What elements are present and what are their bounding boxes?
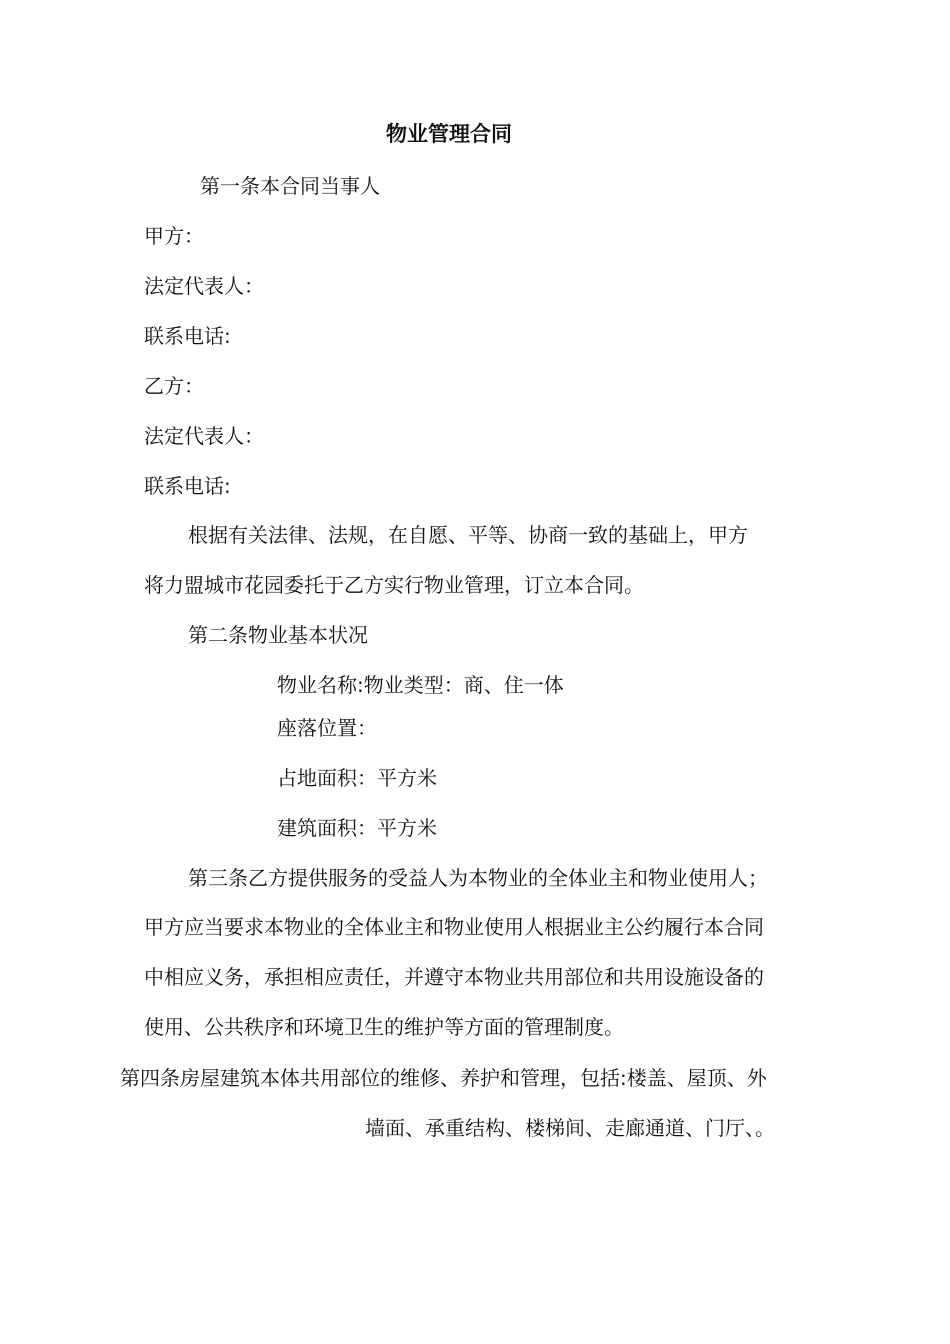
- article4-line-2: 墙面、承重结构、楼梯间、走廊通道、门厅、。: [365, 1116, 775, 1140]
- article1-heading: 第一条本合同当事人: [200, 174, 380, 198]
- party-b-label: 乙方：: [144, 374, 204, 398]
- article3-line-3: 中相应义务，承担相应责任，并遵守本物业共用部位和共用设施设备的: [144, 965, 764, 989]
- intro-paragraph-line-2: 将力盟城市花园委托于乙方实行物业管理，订立本合同。: [144, 573, 644, 597]
- party-a-phone-label: 联系电话:: [144, 324, 231, 348]
- property-name-type: 物业名称:物业类型：商、住一体: [277, 673, 564, 697]
- party-a-representative-label: 法定代表人：: [144, 274, 264, 298]
- property-land-area: 占地面积：平方米: [277, 766, 437, 790]
- intro-paragraph-line-1: 根据有关法律、法规，在自愿、平等、协商一致的基础上，甲方: [188, 523, 748, 547]
- party-b-phone-label: 联系电话:: [144, 474, 231, 498]
- party-b-representative-label: 法定代表人：: [144, 424, 264, 448]
- article3-line-2: 甲方应当要求本物业的全体业主和物业使用人根据业主公约履行本合同: [144, 915, 764, 939]
- article4-line-1: 第四条房屋建筑本体共用部位的维修、养护和管理，包括:楼盖、屋顶、外: [120, 1066, 767, 1090]
- property-location: 座落位置：: [277, 716, 377, 740]
- article3-line-4: 使用、公共秩序和环境卫生的维护等方面的管理制度。: [144, 1015, 624, 1039]
- party-a-label: 甲方：: [144, 224, 204, 248]
- article2-heading: 第二条物业基本状况: [188, 623, 368, 647]
- article3-line-1: 第三条乙方提供服务的受益人为本物业的全体业主和物业使用人；: [188, 866, 768, 890]
- document-title: 物业管理合同: [386, 122, 512, 146]
- property-building-area: 建筑面积：平方米: [277, 816, 437, 840]
